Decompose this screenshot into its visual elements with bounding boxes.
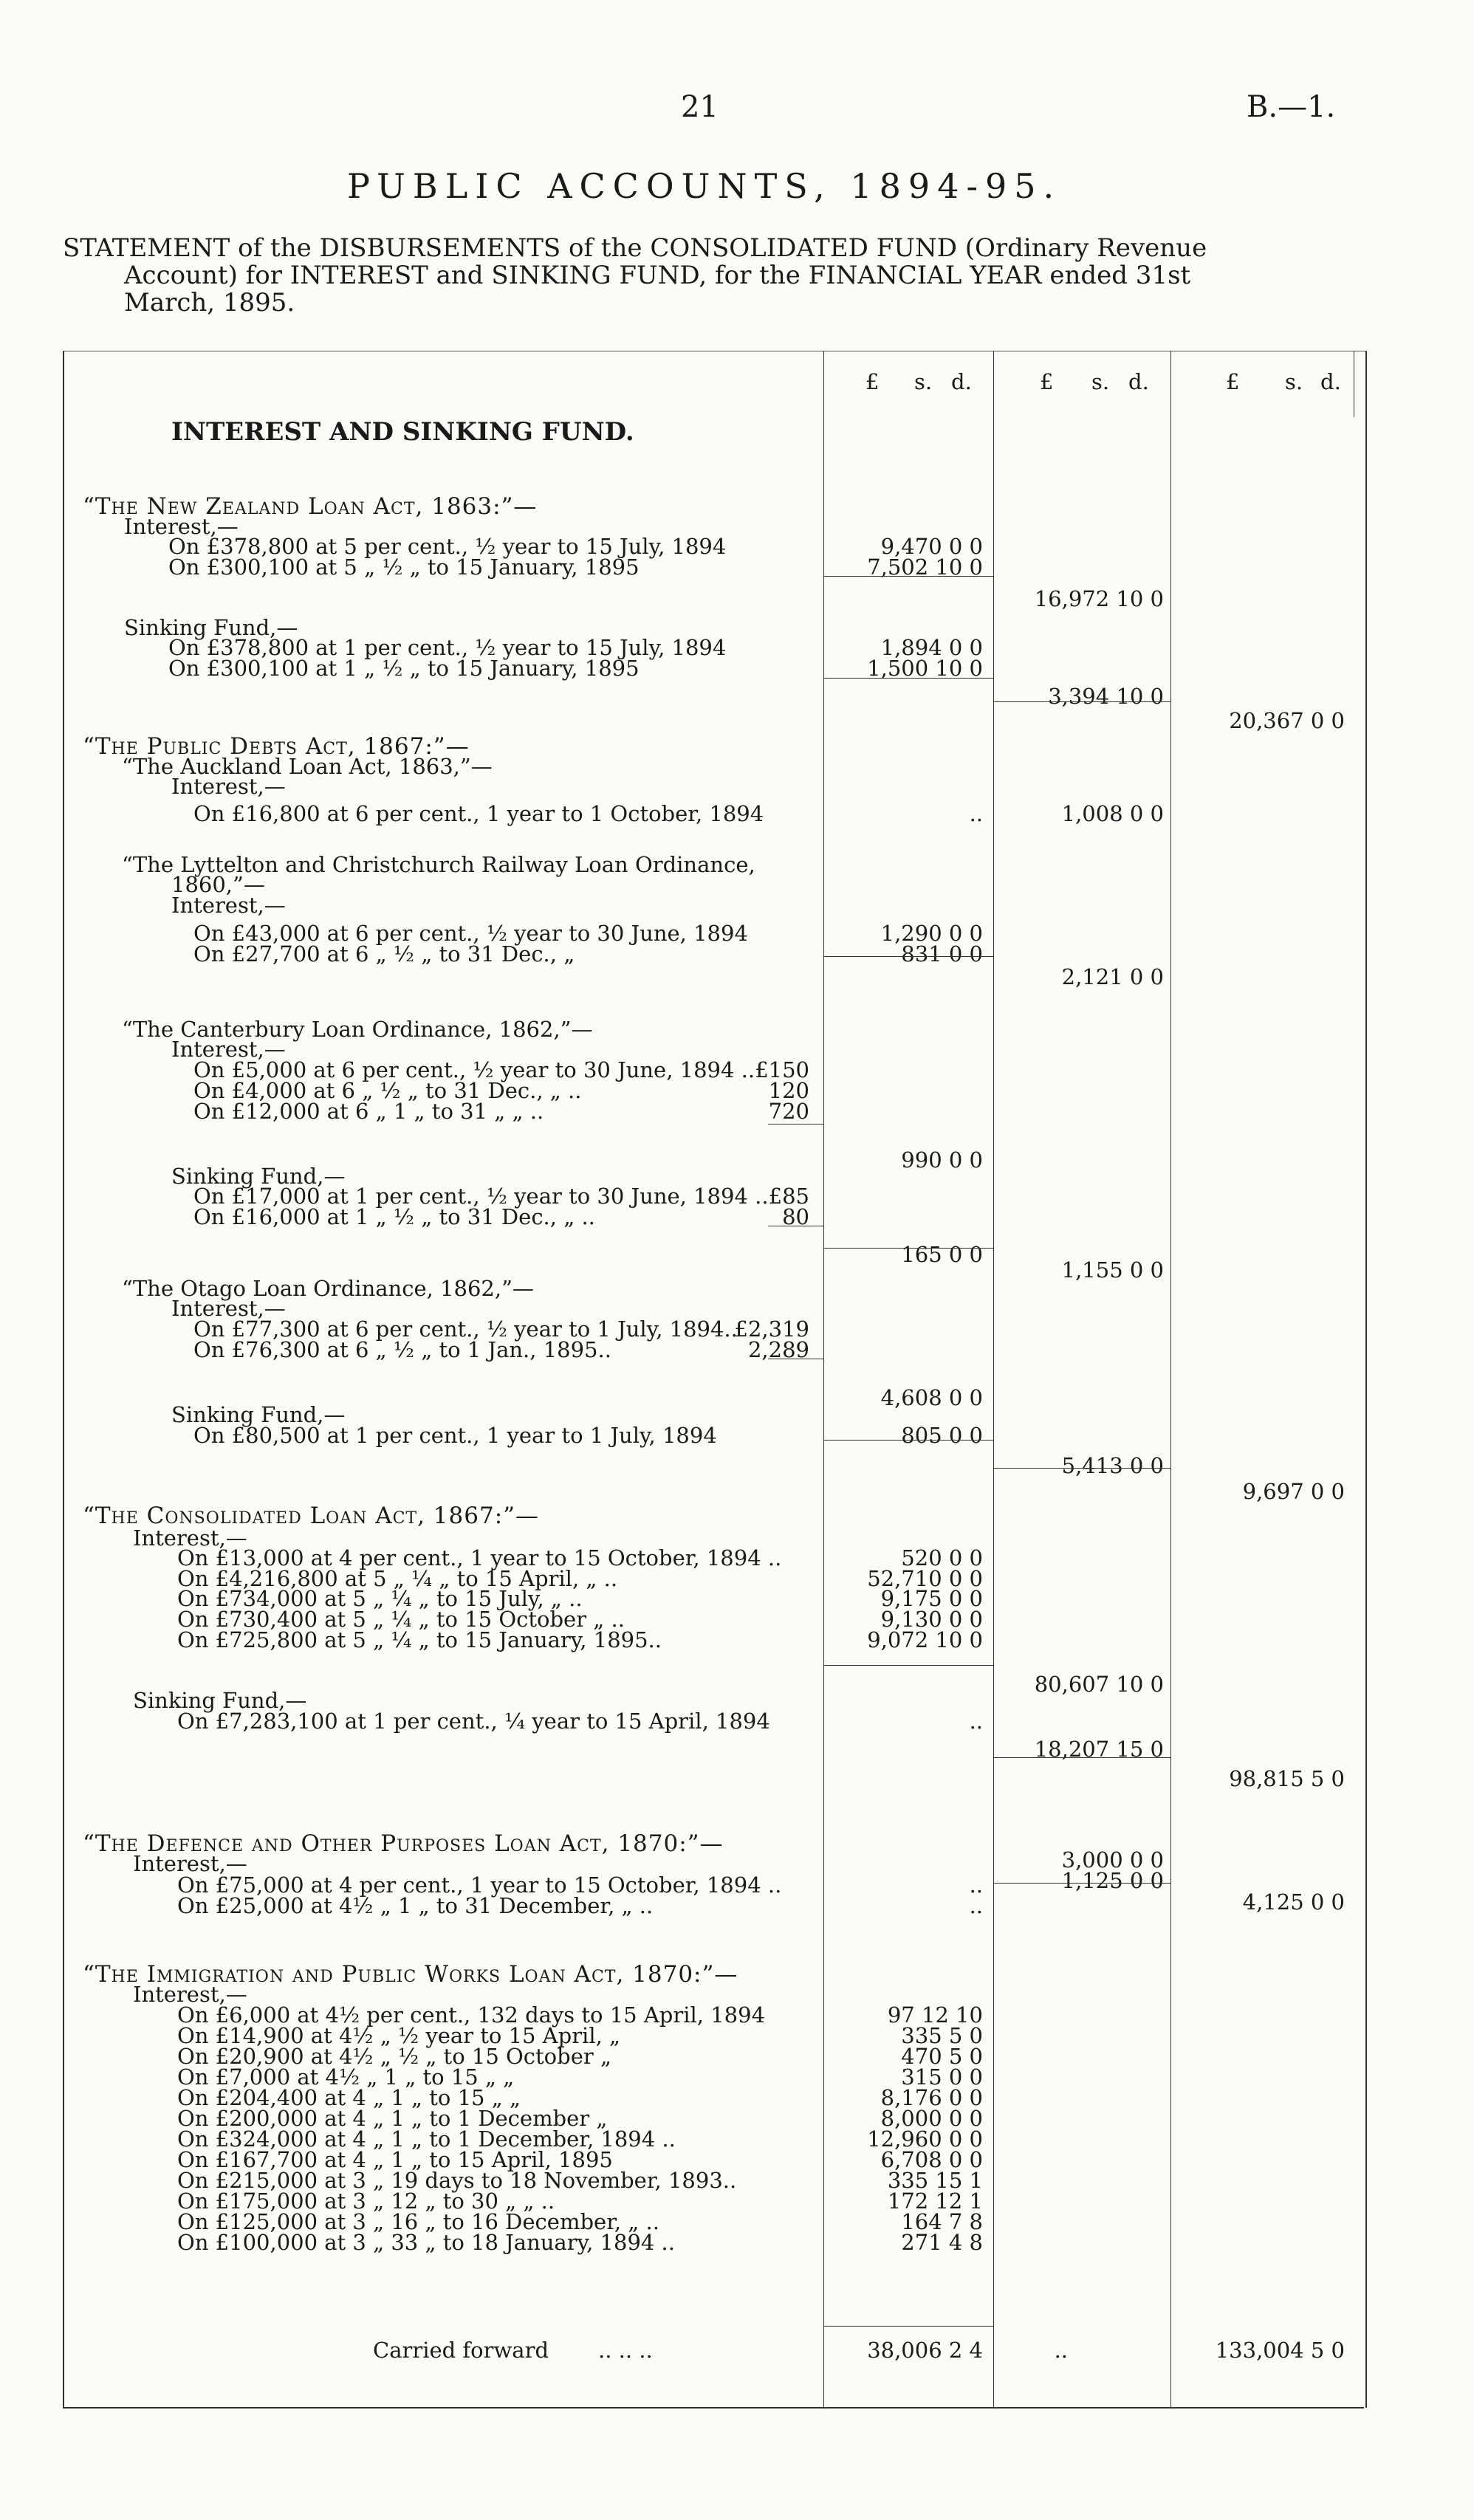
ledger-line-text: On £14,900 at 4½ „ ½ year to 15 April, „ [177,2023,621,2048]
column-divider-1 [823,351,824,2407]
col2-pounds-header: £ [1040,369,1054,394]
ledger-line-text: On £16,000 at 1 „ ½ „ to 31 Dec., „ .. [193,1204,595,1229]
amount-col1: 315 0 0 [901,2064,983,2090]
ledger-line-text: Sinking Fund,— [133,1688,307,1713]
page-title: PUBLIC ACCOUNTS, 1894-95. [347,166,1062,206]
ledger-line-text: “The Canterbury Loan Ordinance, 1862,”— [122,1017,593,1042]
amount-col3: 20,367 0 0 [1229,708,1345,733]
amount-col1: 8,176 0 0 [880,2085,983,2110]
amount-col2: 80,607 10 0 [1034,1672,1164,1697]
ledger-line-text: On £27,700 at 6 „ ½ „ to 31 Dec., „ [193,941,575,967]
amount-col1: 271 4 8 [901,2230,983,2255]
ledger-line-text: Interest,— [133,1851,247,1876]
ledger-line-text: “The Lyttelton and Christchurch Railway Loan Ordinance, [122,852,755,877]
amount-col1: 6,708 0 0 [880,2147,983,2172]
subtotal-rule [823,956,993,957]
subtotal-rule [823,1248,993,1249]
carried-forward-label: Carried forward [373,2338,549,2363]
amount-col1: 1,894 0 0 [880,635,983,660]
amount-col1: 1,500 10 0 [867,656,983,681]
ledger-line-text: Sinking Fund,— [171,1164,346,1189]
subtotal-rule [993,1757,1170,1758]
amount-col2: 2,121 0 0 [1061,964,1164,989]
amount-col1: 8,000 0 0 [880,2106,983,2131]
ledger-line-text: On £125,000 at 3 „ 16 „ to 16 December, „ .. [177,2209,659,2234]
subtotal-rule [823,576,993,577]
amount-col1: 335 15 1 [887,2168,983,2193]
ledger-line-text: On £204,400 at 4 „ 1 „ to 15 „ „ [177,2085,521,2110]
ledger-line-text: On £300,100 at 1 „ ½ „ to 15 January, 1895 [168,656,640,681]
carried-forward-col1: 38,006 2 4 [867,2338,983,2363]
amount-col1: 805 0 0 [901,1423,983,1448]
ledger-line-text: On £76,300 at 6 „ ½ „ to 1 Jan., 1895.. [193,1337,611,1362]
amount-col1: .. [969,1709,983,1734]
document-reference: B.—1. [1247,90,1336,124]
ledger-line-text: On £378,800 at 1 per cent., ½ year to 15 July, 1894 [168,635,727,660]
amount-col2: 1,125 0 0 [1061,1868,1164,1893]
ledger-line-text: Interest,— [171,1296,286,1321]
ledger-line-text: On £7,000 at 4½ „ 1 „ to 15 „ „ [177,2064,515,2090]
subtotal-rule [823,2326,993,2327]
ledger-line-text: On £300,100 at 5 „ ½ „ to 15 January, 1895 [168,555,640,580]
ledger-line-text: On £20,900 at 4½ „ ½ „ to 15 October „ [177,2044,611,2069]
amount-col1: .. [969,801,983,826]
col3-shillings-header: s. [1285,369,1303,394]
ledger-line-text: On £5,000 at 6 per cent., ½ year to 30 June, 1894 .. [193,1057,755,1082]
inner-amount: 120 [768,1078,809,1103]
ledger-line-text: On £175,000 at 3 „ 12 „ to 30 „ „ .. [177,2188,555,2214]
amount-col2: 18,207 15 0 [1034,1737,1164,1762]
subtotal-rule [768,1124,823,1125]
inner-amount: £85 [768,1184,809,1209]
amount-col3: 4,125 0 0 [1242,1889,1345,1915]
ledger-bottom-rule [63,2407,1364,2409]
amount-col1: 4,608 0 0 [880,1385,983,1410]
amount-col1: 470 5 0 [901,2044,983,2069]
ledger-line-text: On £6,000 at 4½ per cent., 132 days to 15 April, 1894 [177,2002,766,2028]
amount-col1: 831 0 0 [901,941,983,967]
amount-col1: 9,175 0 0 [880,1586,983,1611]
amount-col1: 9,470 0 0 [880,534,983,559]
act-heading: “The Consolidated Loan Act, 1867:”— [83,1503,539,1529]
ledger-line-text: On £4,216,800 at 5 „ ¼ „ to 15 April, „ .. [177,1566,618,1591]
subtotal-rule [993,701,1170,702]
subtotal-rule [993,1468,1170,1469]
ledger-line-text: Sinking Fund,— [124,615,298,640]
section-heading: INTEREST AND SINKING FUND. [171,417,634,447]
statement-line-1: STATEMENT of the DISBURSEMENTS of the CONSOLIDATED FUND (Ordinary Revenue [63,233,1207,263]
amount-col3: 9,697 0 0 [1242,1479,1345,1504]
amount-col1: 172 12 1 [887,2188,983,2214]
amount-col1: 164 7 8 [901,2209,983,2234]
col1-shillings-header: s. [914,369,933,394]
col1-pounds-header: £ [865,369,880,394]
amount-col1: 990 0 0 [901,1147,983,1173]
act-heading: “The Defence and Other Purposes Loan Act, 1870:”— [83,1830,724,1857]
ledger-line-text: On £378,800 at 5 per cent., ½ year to 15 July, 1894 [168,534,727,559]
amount-col1: 9,130 0 0 [880,1607,983,1632]
act-heading: “The Immigration and Public Works Loan Act, 1870:”— [83,1961,738,1988]
amount-col2: 3,394 10 0 [1048,684,1164,709]
ledger-line-text: “The Auckland Loan Act, 1863,”— [122,754,493,779]
ledger-line-text: Sinking Fund,— [171,1402,346,1427]
ledger-line-text: On £200,000 at 4 „ 1 „ to 1 December „ [177,2106,608,2131]
inner-amount: 80 [782,1204,809,1229]
ledger-line-text: Interest,— [171,1037,286,1062]
ledger-line-text: On £80,500 at 1 per cent., 1 year to 1 July, 1894 [193,1423,717,1448]
ledger-line-text: On £734,000 at 5 „ ¼ „ to 15 July, „ .. [177,1586,583,1611]
inner-amount: 720 [768,1099,809,1124]
ledger-line-text: On £4,000 at 6 „ ½ „ to 31 Dec., „ .. [193,1078,582,1103]
ledger-line-text: On £16,800 at 6 per cent., 1 year to 1 October, 1894 [193,801,764,826]
carried-forward-col2: .. [1054,2338,1068,2363]
statement-line-2: Account) for INTEREST and SINKING FUND, for the FINANCIAL YEAR ended 31st [124,261,1191,290]
act-heading: “The Public Debts Act, 1867:”— [83,733,470,760]
ledger-line-text: On £17,000 at 1 per cent., ½ year to 30 June, 1894 .. [193,1184,769,1209]
ledger-line-text: Interest,— [133,1525,247,1551]
statement-line-3: March, 1895. [124,288,295,317]
amount-col1: 520 0 0 [901,1545,983,1570]
col1-pence-header: d. [951,369,972,394]
ledger-line-text: On £167,700 at 4 „ 1 „ to 15 April, 1895 [177,2147,613,2172]
amount-col2: 1,008 0 0 [1061,801,1164,826]
amount-col1: 165 0 0 [901,1242,983,1267]
column-divider-2 [993,351,994,2407]
carried-forward-leader: .. .. .. [598,2338,653,2363]
amount-col1: 1,290 0 0 [880,921,983,946]
amount-col2: 5,413 0 0 [1061,1453,1164,1478]
ledger-line-text: On £25,000 at 4½ „ 1 „ to 31 December, „ .. [177,1893,654,1918]
inner-amount: 2,289 [747,1337,809,1362]
amount-col1: 52,710 0 0 [867,1566,983,1591]
subtotal-rule [823,1665,993,1666]
ledger-line-text: On £7,283,100 at 1 per cent., ¼ year to 15 April, 1894 [177,1709,770,1734]
amount-col1: .. [969,1893,983,1918]
ledger-line-text: Interest,— [133,1982,247,2007]
ledger-line-text: Interest,— [124,514,239,539]
amount-col1: 335 5 0 [901,2023,983,2048]
ledger-line-text: On £725,800 at 5 „ ¼ „ to 15 January, 1895.. [177,1627,662,1652]
ledger-line-text: Interest,— [171,774,286,799]
amount-col2: 16,972 10 0 [1034,586,1164,611]
subtotal-rule [993,1883,1170,1884]
ledger-line-text: On £730,400 at 5 „ ¼ „ to 15 October „ .. [177,1607,625,1632]
subtotal-rule [823,1440,993,1441]
amount-col2: 3,000 0 0 [1061,1847,1164,1872]
amount-col1: .. [969,1872,983,1898]
inner-amount: £2,319 [734,1316,809,1342]
subtotal-rule [823,678,993,679]
inner-amount: £150 [755,1057,809,1082]
ledger-line-text: On £215,000 at 3 „ 19 days to 18 November, 1893.. [177,2168,737,2193]
col3-pounds-header: £ [1226,369,1240,394]
ledger-line-text: Interest,— [171,893,286,918]
ledger-line-text: On £43,000 at 6 per cent., ½ year to 30 June, 1894 [193,921,748,946]
carried-forward-col3: 133,004 5 0 [1215,2338,1345,2363]
ledger-line-text: On £324,000 at 4 „ 1 „ to 1 December, 1894 .. [177,2126,676,2152]
act-heading: “The New Zealand Loan Act, 1863:”— [83,493,538,520]
ledger-line-text: On £13,000 at 4 per cent., 1 year to 15 October, 1894 .. [177,1545,782,1570]
amount-col2: 1,155 0 0 [1061,1257,1164,1283]
ledger-line-text: On £75,000 at 4 per cent., 1 year to 15 October, 1894 .. [177,1872,782,1898]
amount-col1: 12,960 0 0 [867,2126,983,2152]
ledger-line-text: On £77,300 at 6 per cent., ½ year to 1 July, 1894.. [193,1316,738,1342]
ledger-line-text: 1860,”— [171,872,265,897]
amount-col1: 97 12 10 [887,2002,983,2028]
amount-col1: 7,502 10 0 [867,555,983,580]
page-number: 21 [681,90,719,124]
col2-shillings-header: s. [1091,369,1110,394]
ledger-line-text: On £12,000 at 6 „ 1 „ to 31 „ „ .. [193,1099,544,1124]
ledger-line-text: “The Otago Loan Ordinance, 1862,”— [122,1276,534,1301]
amount-col1: 9,072 10 0 [867,1627,983,1652]
amount-col3: 98,815 5 0 [1229,1766,1345,1791]
column-divider-3 [1170,351,1171,2407]
col2-pence-header: d. [1128,369,1149,394]
col3-pence-header: d. [1320,369,1341,394]
ledger-line-text: On £100,000 at 3 „ 33 „ to 18 January, 1894 .. [177,2230,675,2255]
